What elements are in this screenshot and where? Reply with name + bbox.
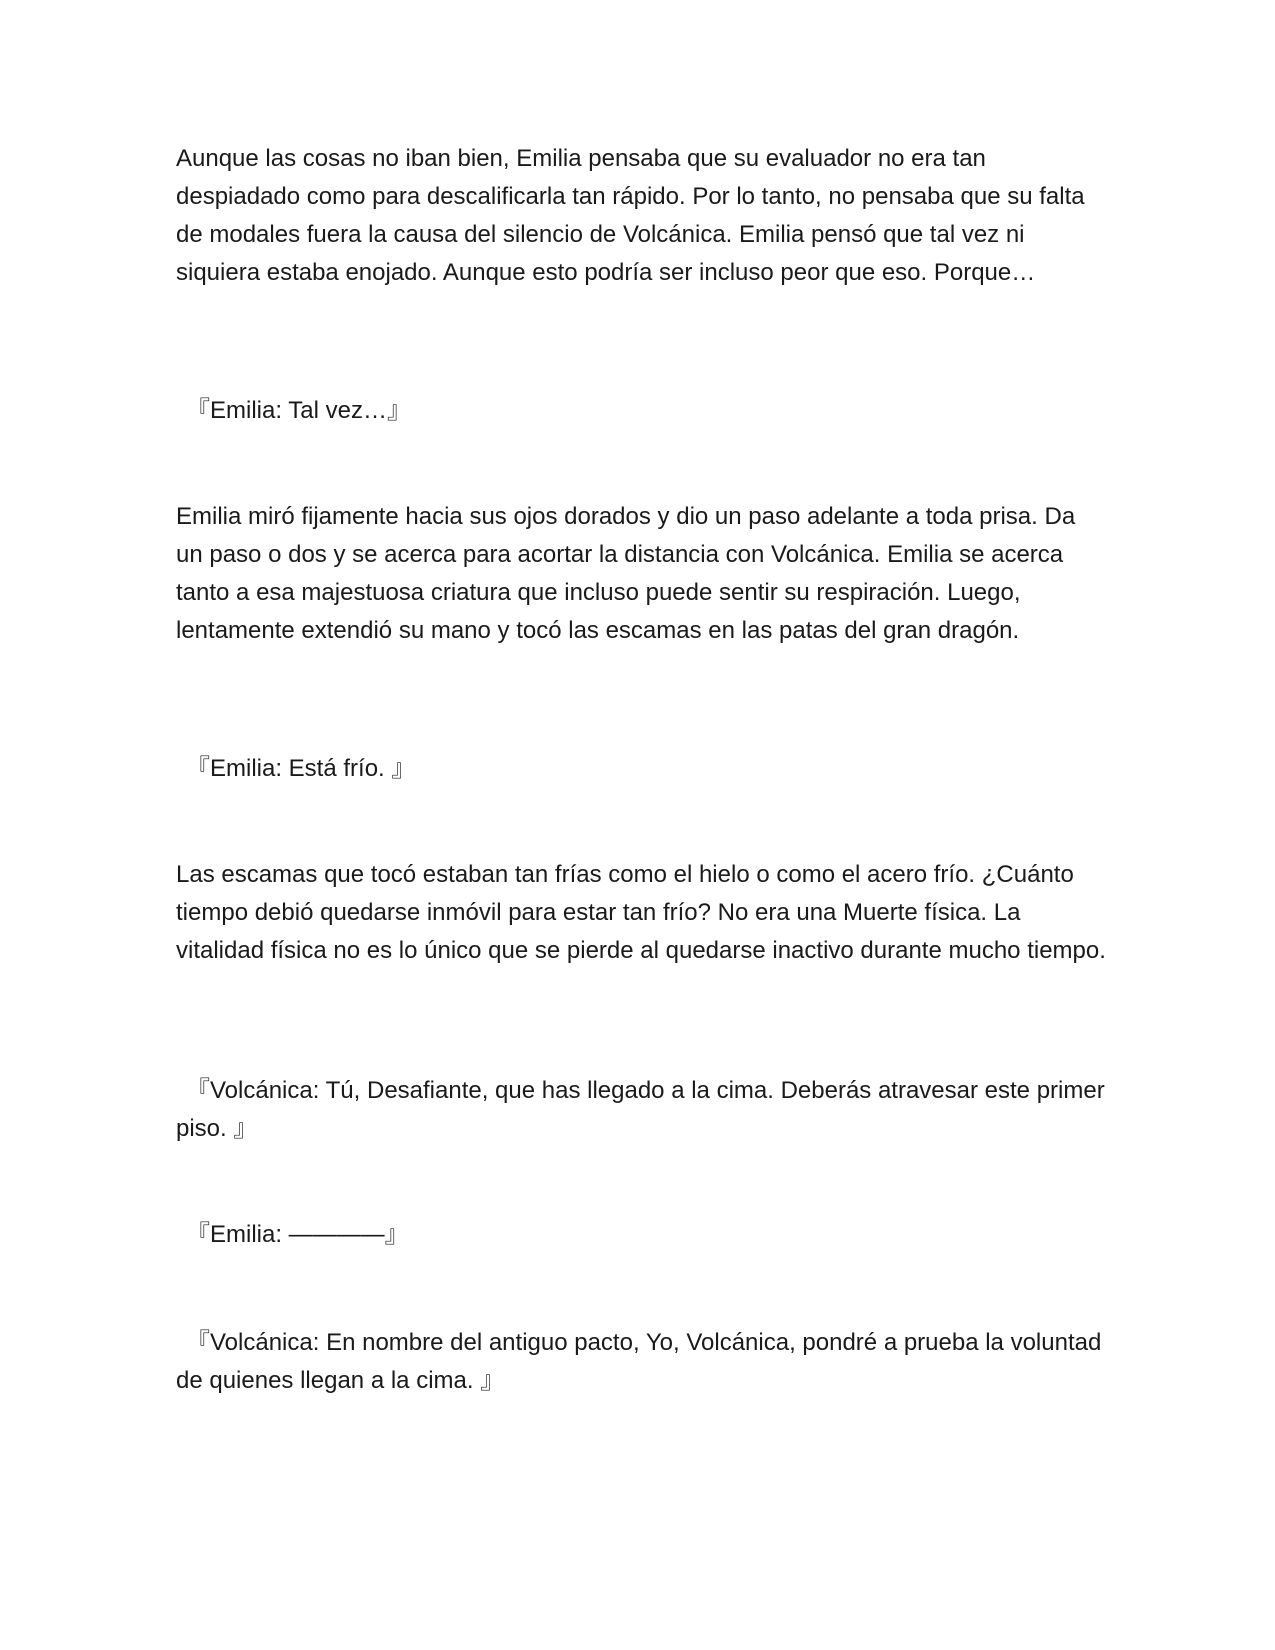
paragraph-1: Aunque las cosas no iban bien, Emilia pensaba que su evaluador no era tan despiadado como para descalificarla tan rápido. Por lo tanto, no pensaba que su falta de modales fuera la causa del silencio de Volcánica. Emilia pensó que tal vez ni siquiera estaba enojado. Aunque esto podría ser incluso peor que eso. Porque… (176, 145, 1085, 286)
paragraph-2: Emilia miró fijamente hacia sus ojos dorados y dio un paso adelante a toda prisa. Da un paso o dos y se acerca para acortar la distancia con Volcánica. Emilia se acerca tanto a esa majestuosa criatura que incluso puede sentir su respiración. Luego, lentamente extendió su mano y tocó las escamas en las patas del gran dragón. (176, 503, 1076, 644)
dialogue-emilia-silence: 『Emilia: ————』 (186, 1221, 409, 1248)
paragraph-3: Las escamas que tocó estaban tan frías como el hielo o como el acero frío. ¿Cuánto tiempo debió quedarse inmóvil para estar tan frío? No era una Muerte física. La vitalidad física no es lo único que se pierde al quedarse inactivo durante mucho tiempo. (176, 861, 1106, 964)
dialogue-emilia-tal-vez: 『Emilia: Tal vez…』 (186, 397, 411, 424)
dialogue-emilia-esta-frio: 『Emilia: Está frío. 』 (186, 755, 416, 782)
dialogue-volcanica-1: 『Volcánica: Tú, Desafiante, que has llegado a la cima. Deberás atravesar este primer piso. 』 (176, 1077, 1105, 1142)
dialogue-volcanica-2: 『Volcánica: En nombre del antiguo pacto, Yo, Volcánica, pondré a prueba la voluntad de quienes llegan a la cima. 』 (176, 1329, 1102, 1394)
